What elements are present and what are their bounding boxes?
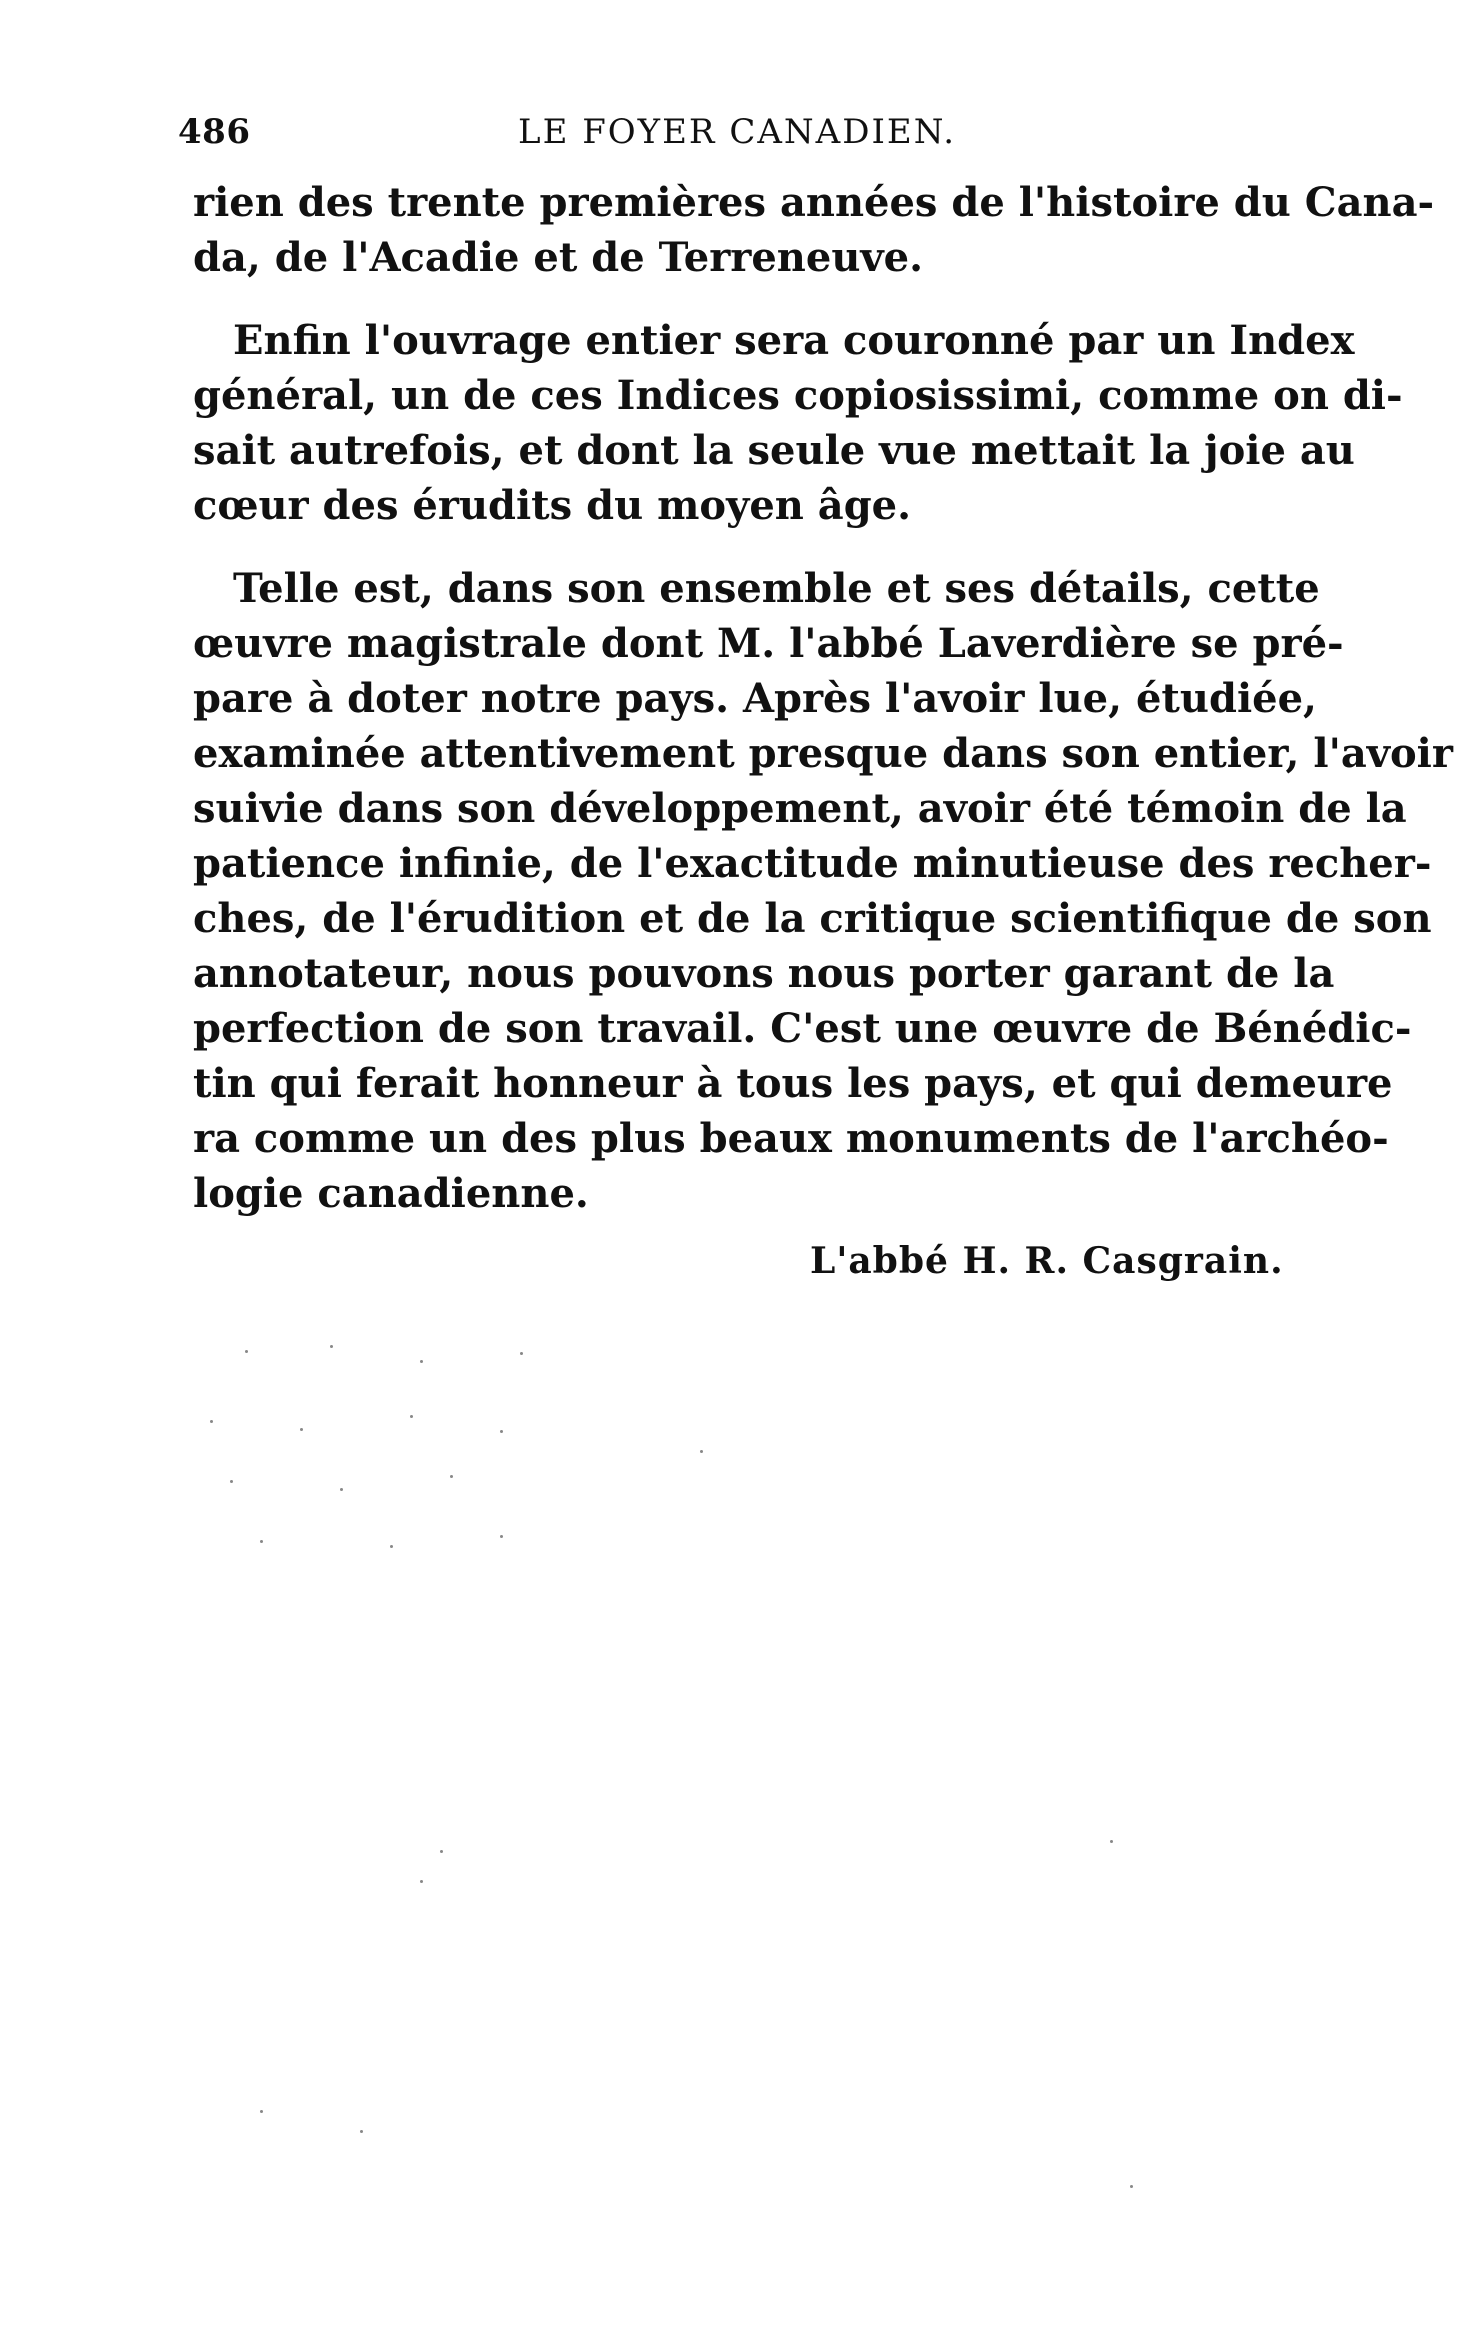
- text-line: général, un de ces Indices copiosissimi, comme on di-: [193, 372, 1403, 419]
- text-line: perfection de son travail. C'est une œuvre de Bénédic-: [193, 1005, 1412, 1052]
- text-line: annotateur, nous pouvons nous porter garant de la: [193, 950, 1335, 997]
- text-line: Enfin l'ouvrage entier sera couronné par un Index: [233, 317, 1355, 364]
- text-line: patience infinie, de l'exactitude minutieuse des recher-: [193, 840, 1432, 887]
- journal-title: LE FOYER CANADIEN.: [518, 112, 957, 152]
- paragraph: [193, 175, 1435, 285]
- body-text: [193, 175, 1453, 1221]
- text-line: da, de l'Acadie et de Terreneuve.: [193, 234, 924, 281]
- text-line: logie canadienne.: [193, 1170, 589, 1217]
- text-line: rien des trente premières années de l'histoire du Cana-: [193, 179, 1435, 226]
- text-line: Telle est, dans son ensemble et ses détails, cette: [233, 565, 1320, 612]
- text-line: œuvre magistrale dont M. l'abbé Laverdière se pré-: [193, 620, 1344, 667]
- text-line: sait autrefois, et dont la seule vue mettait la joie au: [193, 427, 1355, 474]
- text-line: ches, de l'érudition et de la critique scientifique de son: [193, 895, 1432, 942]
- paragraph: [193, 561, 1453, 1221]
- text-line: cœur des érudits du moyen âge.: [193, 482, 912, 529]
- text-line: examinée attentivement presque dans son entier, l'avoir: [193, 730, 1453, 777]
- signature: L'abbé H. R. Casgrain.: [810, 1240, 1284, 1282]
- text-line: pare à doter notre pays. Après l'avoir lue, étudiée,: [193, 675, 1317, 722]
- text-line: ra comme un des plus beaux monuments de l'archéo-: [193, 1115, 1389, 1162]
- page-number: 486: [178, 112, 251, 152]
- text-line: suivie dans son développement, avoir été témoin de la: [193, 785, 1407, 832]
- paragraph: [193, 313, 1403, 533]
- running-head: [178, 112, 1298, 162]
- text-line: tin qui ferait honneur à tous les pays, et qui demeure: [193, 1060, 1393, 1107]
